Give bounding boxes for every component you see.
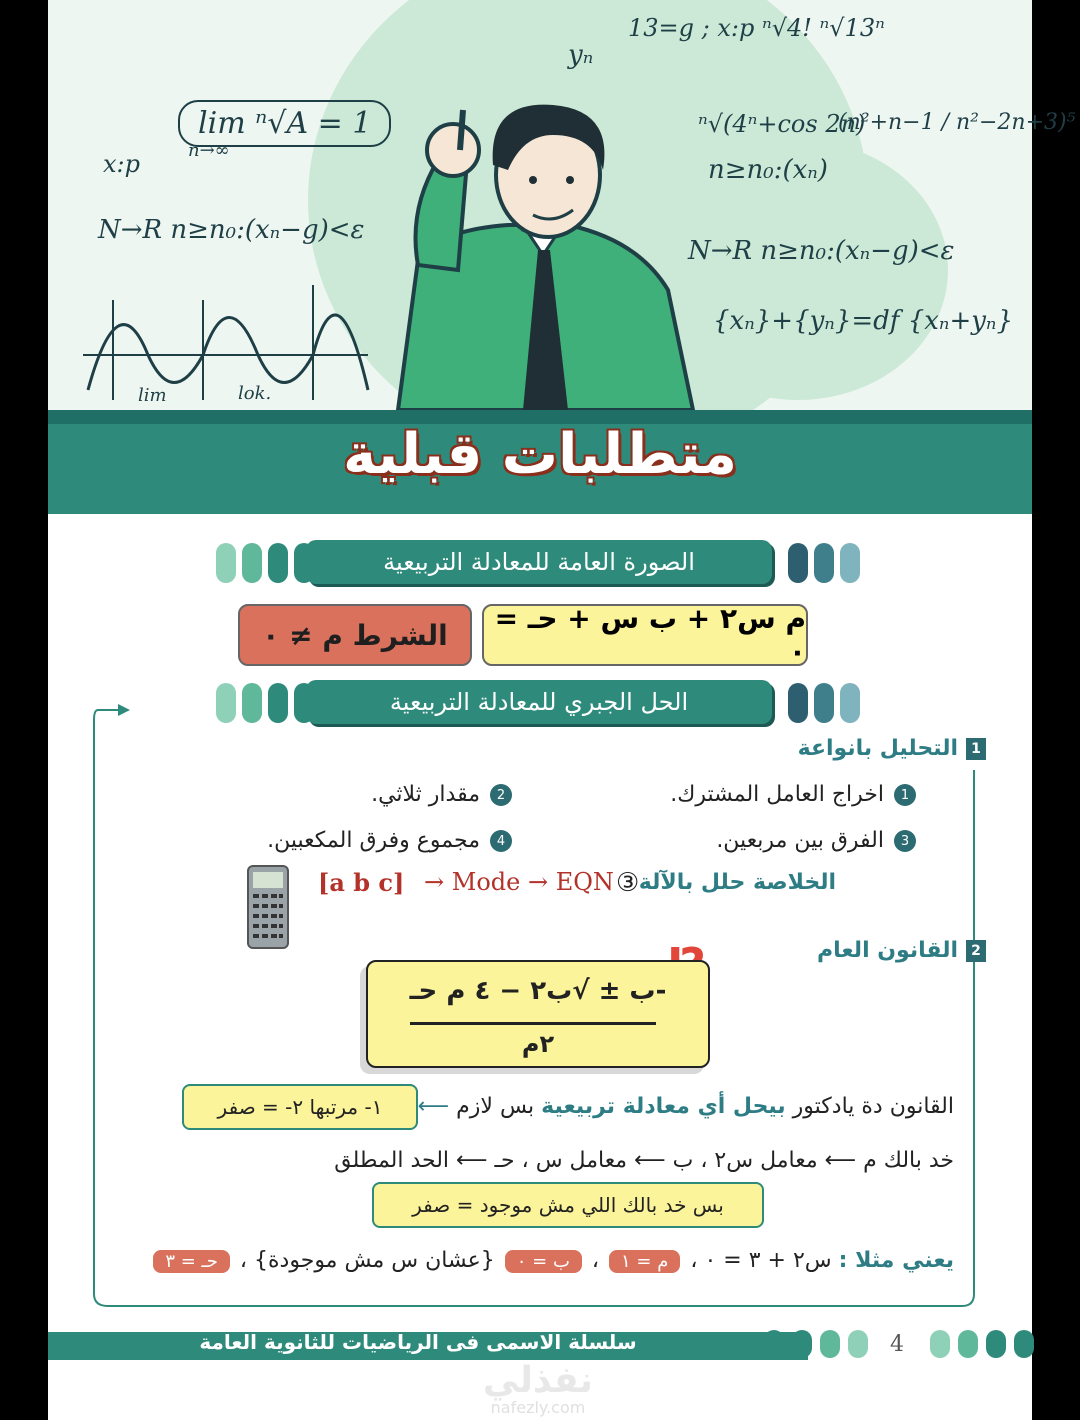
calculator-icon [246,864,290,950]
calculator-keys: → Mode → EQN [424,868,614,896]
document-page [48,0,1076,1420]
sine-graph [78,280,378,410]
hero-equation: yₙ [568,40,594,70]
hero-equation: N→R n≥n₀:(xₙ−g)<ε [98,215,365,245]
example-tag: حـ = ٣ [153,1250,230,1273]
item-text: اخراج العامل المشترك. [670,782,884,807]
fraction-bar [410,1022,656,1025]
hero-equation: x:p [103,150,140,178]
item-text: الفرق بين مربعين. [716,828,884,853]
line1-highlight: بيحل أي معادلة تربيعية [541,1094,786,1119]
hero-equation: {xₙ}+{yₙ}=df {xₙ+yₙ} [713,306,1013,336]
line1-prefix: القانون دة يادكتور [792,1094,954,1119]
list-item [716,828,916,853]
section-header-general-form: الصورة العامة للمعادلة التربيعية [306,540,772,584]
hero-equation: 13=g ; x:p ⁿ√4! ⁿ√13ⁿ [628,14,885,42]
hero-equation: lim [138,385,167,406]
decor-dots [788,543,860,583]
item-number: 3 [894,830,916,852]
item-text: مقدار ثلاثي. [371,782,480,807]
condition-badge: ١- مرتبها ٢- = صفر [182,1084,418,1130]
list-item [371,782,512,807]
hero-illustration [48,0,1076,410]
watermark-url: nafezly.com [490,1398,586,1417]
decor-dots [930,1330,1034,1358]
item-number: 1 [894,784,916,806]
hero-equation: lim ⁿ√A = 1 [178,100,391,147]
hero-equation: N→R n≥n₀:(xₙ−g)<ε [688,236,955,266]
coefficients-explanation: خد بالك م ⟵ معامل س٢ ، ب ⟵ معامل س ، حـ ⟵ الحد المطلق [334,1148,954,1173]
example-sep: ، [239,1248,248,1273]
quadratic-formula-box [366,960,710,1068]
example-sep: ، [690,1248,698,1273]
hero-equation: ⁿ√(4ⁿ+cos 2n) [698,110,866,138]
example-tag: ب = ٠ [505,1250,582,1273]
quadratic-general-equation: م س٢ + ب س + حـ = ٠ [482,604,808,666]
example-note: {عشان س مش موجودة} [254,1248,495,1273]
decor-dots [764,1330,868,1358]
hero-equation: (n²+n−1 / n²−2n+3)⁵ [838,110,1076,135]
part2-heading [817,938,986,963]
calculator-vars: [a b c] [318,868,405,897]
example-equation: س٢ + ٣ = ٠ [704,1248,832,1273]
part2-heading-text: القانون العام [817,938,958,963]
missing-term-note: بس خد بالك اللي مش موجود = صفر [372,1182,764,1228]
page-number: 4 [890,1332,904,1357]
example-sep: ، [591,1248,600,1273]
general-law-explanation [418,1094,954,1119]
page-title: متطلبات قبلية [343,422,737,487]
example-line [150,1248,954,1273]
decor-dots [216,543,314,583]
example-tag: م = ١ [609,1250,680,1273]
hero-equation: lok. [238,383,272,404]
watermark-logo: نفذلي [482,1360,594,1401]
example-label: يعني مثلا : [838,1248,954,1273]
hero-equation: n→∞ [188,140,230,161]
footer-series-title: سلسلة الاسمى فى الرياضيات للثانوية العامة [199,1330,637,1354]
part1-heading-text: التحليل بانواعة [797,736,958,761]
calculator-summary-label: الخلاصة حلل بالآلة [638,870,836,895]
part1-heading [798,736,986,761]
formula-numerator: -ب ± √ب٢ − ٤ م حـ [409,976,667,1006]
list-item [267,828,512,853]
formula-denominator: ٢م [521,1030,555,1058]
section-header-algebraic-solution: الحل الجبري للمعادلة التربيعية [306,680,772,724]
arrow-icon: ⟵ [417,1094,450,1119]
calculator-summary-number: ③ [616,868,640,898]
item-number: 4 [490,830,512,852]
list-item [670,782,916,807]
item-text: مجموع وفرق المكعبين. [267,828,480,853]
condition-box: الشرط م ≠ ٠ [238,604,472,666]
part1-number: 1 [966,738,986,760]
teacher-illustration [338,90,718,410]
hero-equation: n≥n₀:(xₙ) [708,155,828,185]
part2-number: 2 [966,940,986,962]
item-number: 2 [490,784,512,806]
line1-suffix: بس لازم [456,1094,535,1119]
